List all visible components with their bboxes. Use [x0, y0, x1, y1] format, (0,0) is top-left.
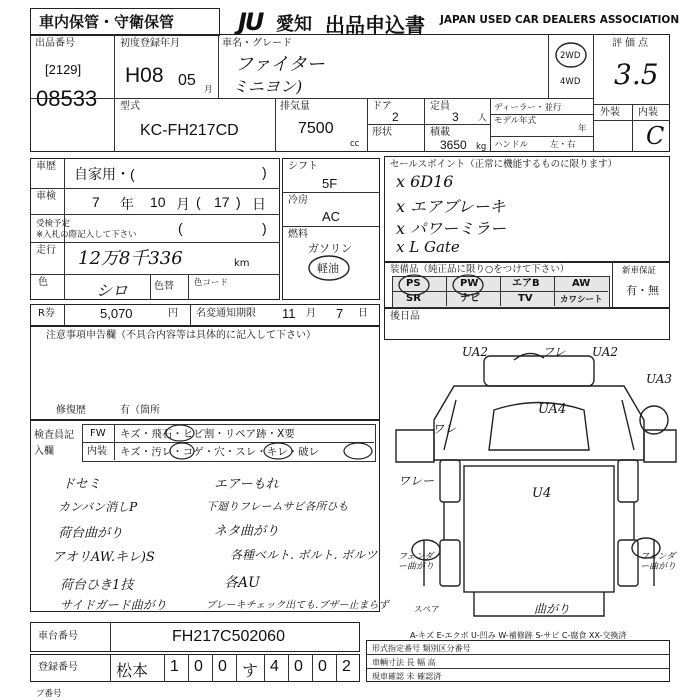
storage-tag: 車内保管・守衛保管	[30, 8, 220, 36]
receipt-close: )	[262, 220, 267, 236]
remark-item: エアーもれ	[214, 477, 279, 492]
first-reg-label: 初度登録年月	[120, 38, 180, 49]
recycle-label: R券	[38, 308, 55, 319]
sales-point-item: x L Gate	[396, 238, 460, 256]
remark-item: アオリAW.キレ)S	[52, 550, 155, 565]
shift-value: 5F	[322, 176, 338, 191]
history-value: 自家用・(	[74, 166, 135, 182]
first-reg-month: 05	[178, 72, 196, 89]
plate-digit: 0	[294, 658, 303, 675]
damage-mark: UA2	[592, 345, 619, 359]
displacement-label: 排気量	[280, 101, 310, 112]
org-name: 愛知	[276, 14, 312, 35]
damage-mark: ワレ	[432, 422, 457, 436]
model-value: KC-FH217CD	[140, 122, 239, 139]
load-unit: kg	[476, 142, 487, 152]
damage-mark: 曲がり	[534, 602, 571, 616]
inspection-day-unit: 日	[252, 196, 266, 212]
damage-mark: UA3	[646, 372, 673, 386]
fuel-diesel: 軽油	[317, 262, 339, 275]
mileage-label: 走行	[36, 245, 56, 256]
load-value: 3650	[440, 138, 467, 152]
form-title: 出品申込書	[325, 13, 425, 37]
model-year-unit: 年	[578, 124, 587, 134]
doors-value: 2	[392, 110, 399, 124]
displacement-unit: cc	[350, 139, 360, 149]
inspection-day-close: )	[236, 194, 241, 210]
load-label: 積載	[430, 127, 450, 138]
repair-history-value: 有（箇所	[120, 405, 160, 416]
aircon-label: 冷房	[288, 195, 308, 206]
receipt-note: ※入札の際記入して下さい	[36, 230, 137, 240]
damage-mark: フェンダー曲がり	[398, 552, 435, 572]
capacity-value: 3	[452, 110, 459, 124]
score-value: 3.5	[614, 58, 659, 91]
interior-label: 内装	[638, 107, 658, 118]
capacity-label: 定員	[430, 101, 450, 112]
first-reg-year: H08	[125, 64, 164, 87]
equip-ps: PS	[406, 278, 421, 289]
damage-mark: フレ	[542, 345, 566, 359]
interior-value: C	[646, 122, 665, 150]
inspection-year-unit: 年	[120, 196, 134, 212]
sales-points-label: セールスポイント（正常に機能するものに限ります）	[390, 159, 618, 170]
footer-label: ブ番号	[36, 689, 62, 699]
plate-digit: 0	[218, 658, 227, 675]
entry-number-label: 出品番号	[35, 38, 75, 49]
inspection-month: 10	[150, 194, 166, 210]
dealer-import-label: ディーラー・並行	[494, 103, 562, 113]
spare-label: スペア	[414, 605, 440, 615]
inspection-month-unit: 月	[176, 196, 190, 212]
damage-mark: ワレー	[398, 474, 435, 488]
drive-2wd: 2WD	[560, 51, 581, 61]
after-date-label: 後日品	[390, 311, 420, 322]
remark-item: ネタ曲がり	[214, 524, 280, 539]
handle-value: 左・右	[550, 140, 576, 150]
entry-number: 08533	[36, 86, 98, 111]
sales-point-item: x パワーミラー	[396, 219, 507, 238]
remark-item: 下廻りフレームサビ各所ひも	[206, 500, 349, 513]
displacement-value: 7500	[298, 120, 334, 137]
name-notice-month: 11	[282, 306, 296, 321]
fuel-label: 燃料	[288, 229, 308, 240]
aircon-value: AC	[322, 209, 341, 224]
remark-item: 各AU	[224, 575, 260, 591]
inspector-circles	[160, 424, 380, 462]
chassis-label: 車台番号	[38, 631, 78, 642]
plate-place: 松本	[116, 663, 149, 680]
spec-row2: 車輌寸法 長 幅 高	[372, 658, 436, 667]
new-car-warranty-label: 新車保証	[622, 266, 657, 276]
name-notice-day-unit: 日	[358, 308, 368, 319]
receipt-label: 受検予定	[36, 219, 71, 229]
damage-mark: UA2	[462, 345, 489, 359]
inspector-fw-label: FW	[90, 428, 106, 439]
spec-row3: 現車確認 未 確認済	[372, 672, 442, 681]
fuel-gasoline: ガソリン	[308, 242, 352, 255]
doors-label: ドア	[372, 101, 392, 112]
history-label: 車歴	[36, 161, 56, 172]
ju-logo: JU	[238, 8, 263, 36]
equip-circles	[396, 272, 496, 298]
equip-airbag: エアB	[512, 278, 540, 289]
exterior-label: 外装	[600, 107, 620, 118]
equip-navi: ナビ	[460, 293, 480, 304]
equip-tv: TV	[518, 293, 533, 304]
remark-item: 荷台曲がり	[58, 526, 124, 541]
repair-history-label: 修復歴	[56, 405, 86, 416]
car-name: ファイター	[235, 54, 325, 75]
score-label: 評価点	[612, 38, 651, 49]
remark-item: サイドガード曲がり	[60, 598, 167, 612]
inspector-fw-items: キズ・飛石・ヒビ割・リペア跡・X要	[120, 428, 295, 440]
first-reg-month-unit: 月	[204, 85, 213, 95]
inspector-label: 検査員記入欄	[34, 430, 74, 457]
shift-label: シフト	[288, 161, 318, 172]
plate-digit: 1	[170, 658, 179, 675]
org-name-en: JAPAN USED CAR DEALERS ASSOCIATION	[440, 14, 680, 26]
damage-mark: U4	[532, 486, 552, 501]
remark-item: ブレーキチェック出ても.ブザー止まらず	[206, 600, 389, 611]
damage-mark: フェンダー曲がり	[640, 552, 677, 572]
spec-row1: 形式指定番号 類別区分番号	[372, 644, 471, 653]
car-name-label: 車名・グレード	[222, 38, 292, 49]
receipt-open: (	[178, 220, 183, 236]
after-date-block	[384, 308, 670, 340]
remark-item: ドセミ	[62, 477, 101, 492]
plate-digit: 0	[318, 658, 327, 675]
sales-point-item: x エアブレーキ	[396, 197, 506, 216]
car-grade: ミニヨン)	[232, 77, 303, 96]
drive-4wd: 4WD	[560, 77, 581, 87]
color-change-label: 色替	[154, 281, 174, 292]
inspection-day-open: (	[196, 194, 201, 210]
entry-small-number: [2129]	[45, 62, 82, 77]
shape-label: 形状	[372, 127, 392, 138]
recycle-unit: 円	[168, 308, 178, 319]
model-label: 型式	[120, 101, 140, 112]
plate-label: 登録番号	[38, 662, 78, 673]
mileage-unit: km	[234, 258, 250, 269]
new-car-warranty-value: 有・無	[626, 284, 659, 297]
recycle-value: 5,070	[100, 306, 133, 321]
color-value: シロ	[96, 281, 129, 300]
equip-pw: PW	[460, 278, 479, 289]
capacity-unit: 人	[478, 113, 487, 123]
remark-item: 各種ベルト. ボルト. ボルツ	[230, 548, 378, 562]
name-notice-month-unit: 月	[306, 308, 316, 319]
remark-item: カンバン消しP	[58, 500, 138, 514]
color-code-label: 色コード	[194, 278, 229, 288]
equip-sr: SR	[406, 293, 421, 304]
inspector-interior-label: 内装	[87, 446, 107, 457]
inspector-interior-items: キズ・汚レ・コゲ・穴・スレ・キレ・破レ	[120, 446, 320, 458]
name-notice-label: 名変通知期限	[196, 308, 256, 319]
plate-digit: す	[242, 663, 259, 680]
plate-digit: 4	[270, 658, 279, 675]
damage-mark: UA4	[538, 402, 567, 417]
plate-digit: 0	[194, 658, 203, 675]
damage-legend: A-キズ E-エクボ U-凹み W-補修跡 S-サビ C-腐食 XX-交換済	[410, 631, 627, 640]
remark-item: 荷台ひき1技	[60, 578, 134, 593]
model-year-label: モデル年式	[494, 116, 537, 126]
notes-label: 注意事項申告欄（不具合内容等は具体的に記入して下さい）	[46, 330, 316, 341]
plate-digit: 2	[342, 658, 351, 675]
equip-leather: カワシート	[560, 295, 603, 305]
chassis-value: FH217C502060	[172, 628, 285, 645]
inspection-label: 車検	[36, 191, 56, 202]
inspection-day: 17	[214, 194, 230, 210]
mileage-value: 12万8千336	[78, 248, 183, 269]
equipment-label: 装備品（純正品に限り○をつけて下さい）	[390, 264, 570, 275]
color-label: 色	[38, 277, 48, 288]
name-notice-day: 7	[336, 306, 344, 321]
inspection-year: 7	[92, 194, 100, 210]
equip-aw: AW	[572, 278, 591, 289]
history-close: )	[262, 164, 267, 180]
sales-point-item: x 6D16	[396, 172, 454, 191]
handle-label: ハンドル	[494, 140, 529, 150]
